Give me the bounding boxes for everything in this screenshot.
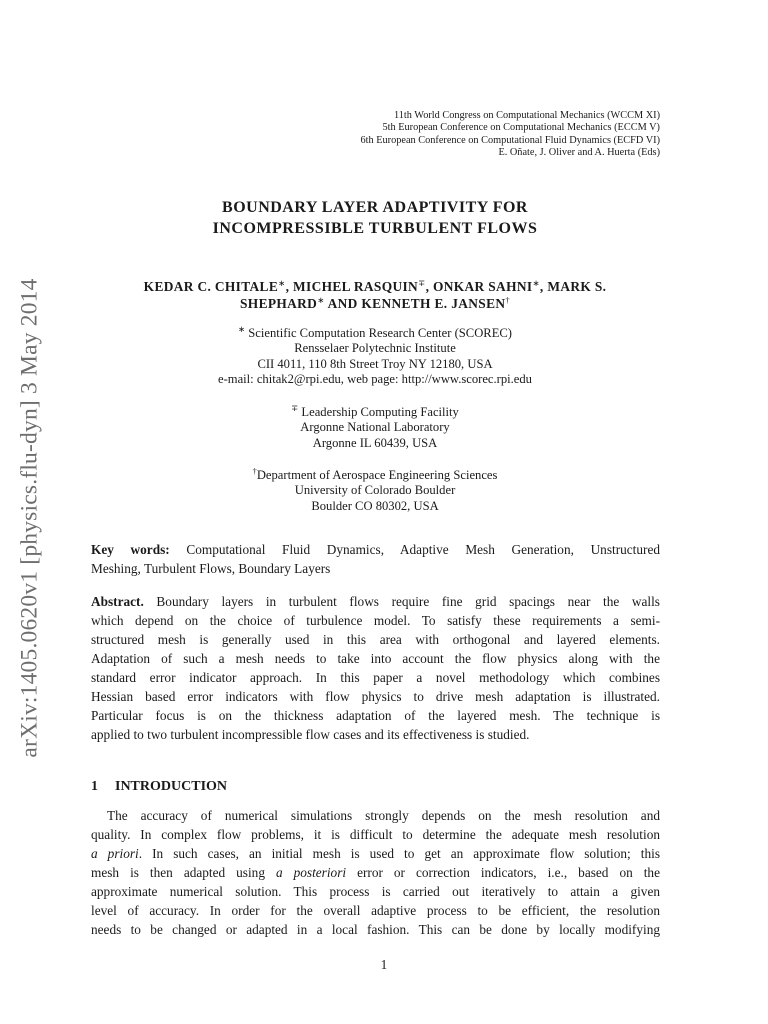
keywords-line: Key words: Computational Fluid Dynamics, Adaptive Mesh Generation, Unstructured [91,542,660,557]
author-line: SHEPHARD∗ AND KENNETH E. JANSEN† [240,295,510,311]
section-heading-introduction [91,779,227,795]
body-line: mesh is then adapted using a posteriori error or correction indicators, i.e., based on the [91,865,660,880]
author-name: SHEPHARD [240,296,318,311]
affiliation-mark: ∗ [532,278,540,288]
abstract-line: Hessian based error indicators with flow physics to drive mesh adaptation is illustrated. [91,689,660,704]
affiliation-mark: ∗ [317,295,325,305]
abstract-line: which depend on the choice of turbulence model. To satisfy these requirements a semi- [91,613,660,628]
keywords-line: Meshing, Turbulent Flows, Boundary Layers [91,561,331,576]
introduction-body [91,806,660,939]
author-list [90,278,660,312]
author-name: MICHEL RASQUIN [293,279,419,294]
author-line: KEDAR C. CHITALE∗, MICHEL RASQUIN∓, ONKAR SAHNI∗, MARK S. [143,278,607,294]
abstract-line: standard error indicator approach. In this paper a novel methodology which combines [91,670,660,685]
author-name: ONKAR SAHNI [432,279,533,294]
affiliation-mark: † [252,466,257,476]
italic-term: a priori [91,846,139,861]
section-number: 1 [91,779,98,794]
affiliation-contact: e-mail: chitak2@rpi.edu, web page: http://www.scorec.rpi.edu [218,371,532,386]
keywords-label: Key words: [91,542,170,557]
paper-title [90,197,660,239]
affiliation-mark: ∗ [278,278,286,288]
author-name: MARK S. [547,279,607,294]
body-line: level of accuracy. In order for the overall adaptive process to be efficient, the resolution [91,903,660,918]
conference-line: 6th European Conference on Computational Fluid Dynamics (ECFD VI) [360,134,660,146]
body-line: The accuracy of numerical simulations strongly depends on the mesh resolution and [107,808,660,823]
abstract-line: Particular focus is on the thickness adaptation of the layered mesh. The technique is [91,708,660,723]
body-line: needs to be changed or adapted in a local fashion. This can be done by locally modifying [91,922,660,937]
abstract-line: structured mesh is generally used in this area with orthogonal and layered elements. [91,632,660,647]
affiliation-colorado [90,468,660,514]
abstract-line: Abstract. Boundary layers in turbulent flows require fine grid spacings near the walls [91,594,660,609]
abstract-line: applied to two turbulent incompressible flow cases and its effectiveness is studied. [91,727,530,742]
affiliation-scorec [90,326,660,387]
author-name: KENNETH E. JANSEN [361,296,506,311]
affiliation-line: CII 4011, 110 8th Street Troy NY 12180, USA [257,356,493,371]
affiliation-line: Boulder CO 80302, USA [311,498,439,513]
arxiv-side-stamp [10,245,50,790]
affiliation-mark: ∓ [291,403,299,413]
author-name: KEDAR C. CHITALE [143,279,279,294]
affiliation-line: Rensselaer Polytechnic Institute [294,341,456,356]
affiliation-mark: ∓ [418,278,426,288]
abstract-label: Abstract. [91,594,144,609]
abstract-block [91,592,660,744]
affiliation-argonne [90,405,660,451]
affiliation-line: ∗ Scientific Computation Research Center (SCOREC) [238,324,512,340]
affiliation-mark: ∗ [238,324,246,334]
body-line: quality. In complex flow problems, it is difficult to determine the adequate mesh resolution [91,827,660,842]
affiliation-line: University of Colorado Boulder [294,483,456,498]
affiliation-line: †Department of Aerospace Engineering Sciences [252,466,498,482]
title-line: BOUNDARY LAYER ADAPTIVITY FOR [222,199,528,216]
abstract-line: Adaptation of such a mesh needs to take into account the flow physics along with the [91,651,660,666]
affiliation-line: Argonne National Laboratory [300,420,450,435]
conference-line: 5th European Conference on Computational Mechanics (ECCM V) [382,122,660,134]
conference-line: 11th World Congress on Computational Mechanics (WCCM XI) [394,110,660,121]
page-number: 1 [380,957,388,972]
arxiv-identifier: arXiv:1405.0620v1 [physics.flu-dyn] 3 May 2014 [16,277,43,758]
body-line: a priori. In such cases, an initial mesh is used to get an approximate flow solution; this [91,846,660,861]
editors-line: E. Oñate, J. Oliver and A. Huerta (Eds) [498,147,660,159]
section-title: INTRODUCTION [115,779,228,794]
title-line: INCOMPRESSIBLE TURBULENT FLOWS [212,220,538,237]
keywords-block [91,540,660,578]
affiliation-line: Argonne IL 60439, USA [312,435,438,450]
body-line: approximate numerical solution. This process is carried out iteratively to attain a given [91,884,660,899]
conference-header [360,110,660,160]
affiliation-line: ∓ Leadership Computing Facility [291,403,459,419]
affiliation-mark: † [505,295,510,305]
italic-term: a posteriori [275,865,347,880]
